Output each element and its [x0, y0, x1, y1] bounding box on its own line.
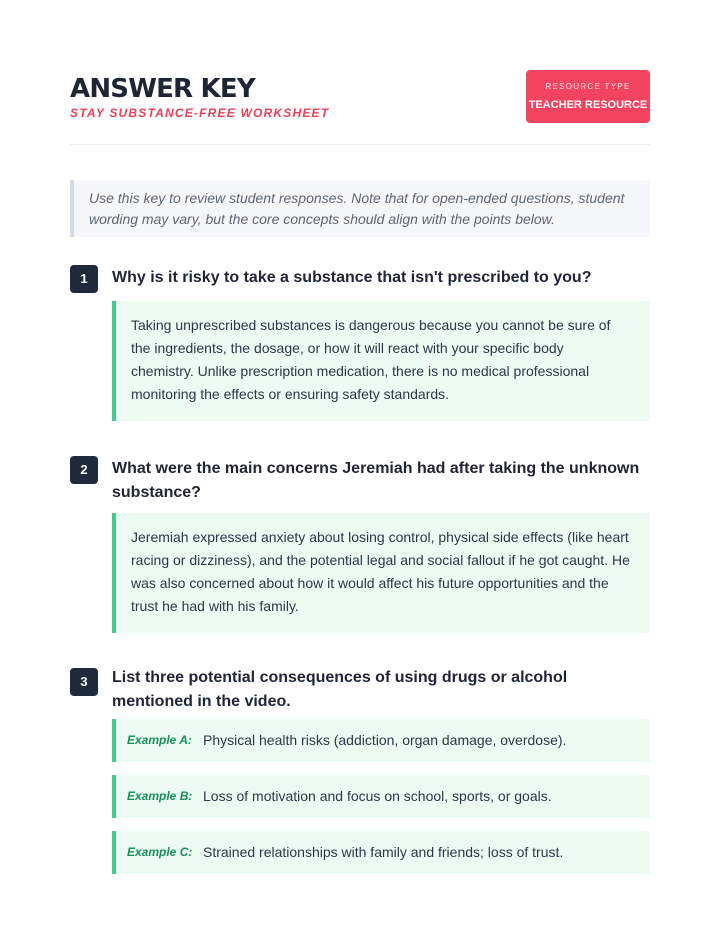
page-title: ANSWER KEY — [70, 74, 255, 104]
example-a-label: Example A: — [127, 733, 192, 747]
question-3-text: List three potential consequences of using drugs or alcohol mentioned in the video. — [112, 669, 568, 710]
resource-type-label: RESOURCE TYPE — [545, 82, 631, 91]
question-3-number: 3 — [70, 668, 98, 696]
page-header — [70, 70, 650, 145]
example-b-text: Loss of motivation and focus on school, sports, or goals. — [203, 788, 552, 804]
resource-type-value: TEACHER RESOURCE — [528, 99, 648, 111]
question-1-number: 1 — [70, 265, 98, 293]
worksheet-subtitle: STAY SUBSTANCE-FREE WORKSHEET — [70, 106, 330, 120]
example-c-text: Strained relationships with family and friends; loss of trust. — [203, 844, 564, 860]
question-1-answer-text: Taking unprescribed substances is dangerous because you cannot be sure of the ingredients, the dosage, or how it will react with your specific body chemistry. Unlike prescription medication, there is no medical professional monitoring the effects or ensuring safety standards. — [131, 317, 611, 402]
example-c-label: Example C: — [127, 845, 193, 859]
question-2-answer — [112, 513, 650, 633]
resource-type-badge — [526, 70, 650, 123]
example-b-label: Example B: — [127, 789, 193, 803]
intro-note — [70, 180, 650, 237]
intro-text: Use this key to review student responses. Note that for open-ended questions, student wording may vary, but the core concepts should align with the points below. — [89, 190, 625, 227]
question-1-text: Why is it risky to take a substance that isn't prescribed to you? — [112, 269, 592, 286]
example-a-text: Physical health risks (addiction, organ damage, overdose). — [203, 732, 567, 748]
question-2-text: What were the main concerns Jeremiah had after taking the unknown substance? — [112, 460, 640, 501]
example-c — [112, 831, 650, 874]
example-a — [112, 719, 650, 762]
question-2-answer-text: Jeremiah expressed anxiety about losing control, physical side effects (like heart racing or dizziness), and the potential legal and social fallout if he got caught. He was also concerned about how it would affect his future opportunities and the trust he had with his family. — [131, 529, 630, 614]
question-1-answer — [112, 301, 650, 421]
question-2-number: 2 — [70, 456, 98, 484]
example-b — [112, 775, 650, 818]
